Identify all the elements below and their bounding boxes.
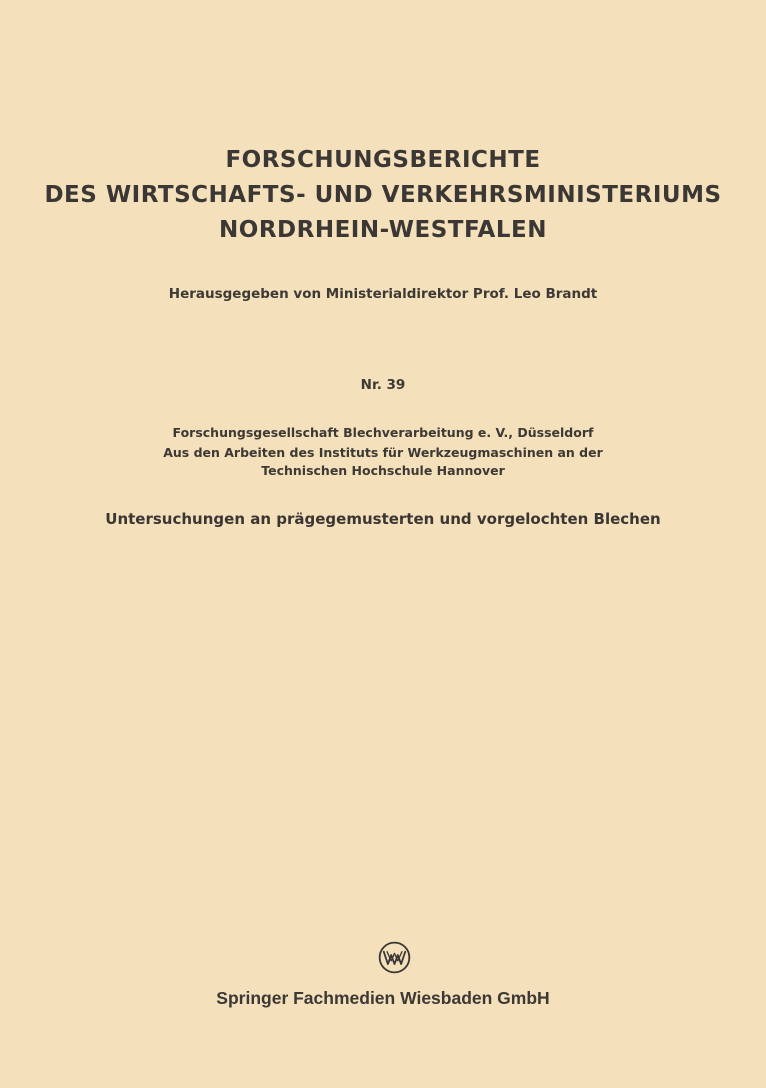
publisher-name: Springer Fachmedien Wiesbaden GmbH — [216, 988, 550, 1008]
institution-line-3: Technischen Hochschule Hannover — [261, 463, 505, 478]
series-title-line-3: NORDRHEIN-WESTFALEN — [219, 217, 547, 243]
volume-number: Nr. 39 — [360, 377, 406, 393]
springer-vieweg-logo-icon — [378, 941, 411, 974]
book-title: Untersuchungen an prägegemusterten und vorgelochten Blechen — [105, 510, 661, 528]
institution-line-2: Aus den Arbeiten des Instituts für Werkzeugmaschinen an der — [163, 445, 603, 460]
institution-line-1: Forschungsgesellschaft Blechverarbeitung e. V., Düsseldorf — [172, 425, 594, 440]
series-title-line-1: FORSCHUNGSBERICHTE — [225, 147, 541, 173]
series-title-line-2: DES WIRTSCHAFTS- UND VERKEHRSMINISTERIUMS — [44, 182, 722, 208]
editor-line: Herausgegeben von Ministerialdirektor Prof. Leo Brandt — [168, 286, 598, 302]
